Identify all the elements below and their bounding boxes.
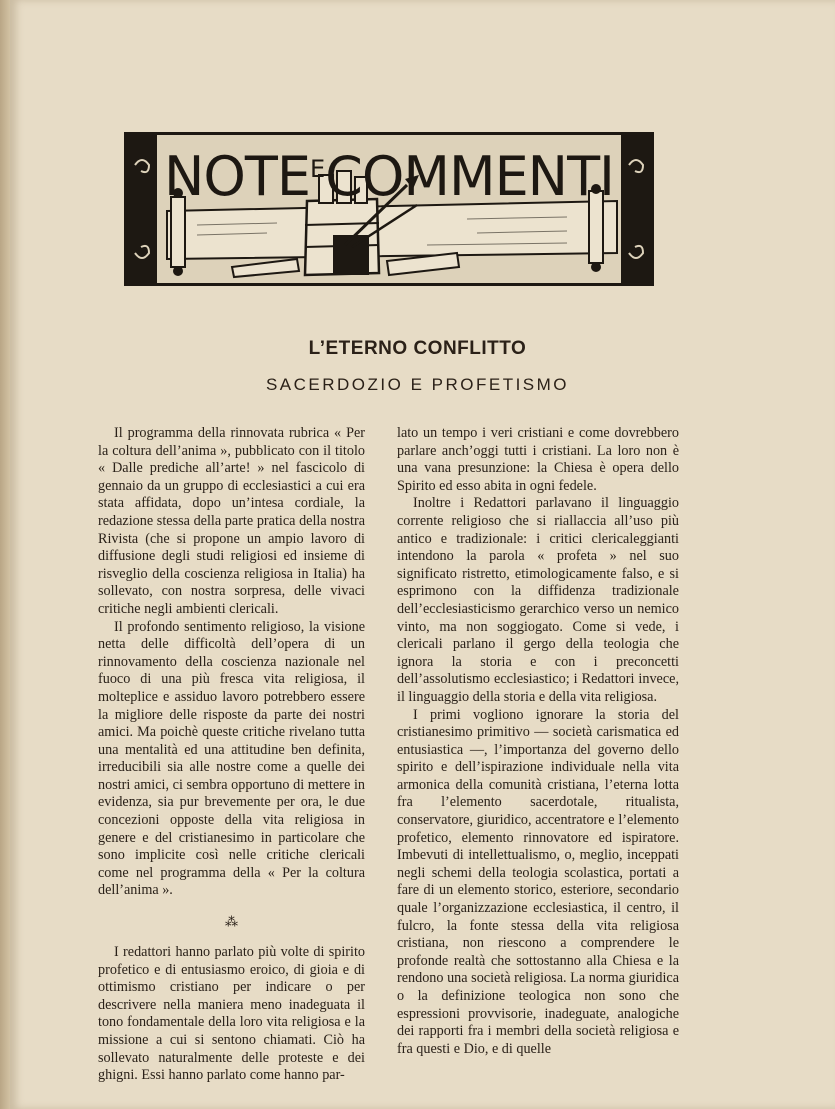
section-asterism: ⁂ [225,914,238,930]
right-paragraph-2: Inoltre i Redattori parlavano il linguaggio corrente religioso che si riallaccia all’uso più antico e tradizionale: i critici clericaleggianti intendono la parola « profeta » nel suo significato ristretto, etimologicamente falso, e si esprimono con la diffidenza tradizionale dell’ecclesiasticismo gerarchico verso un nemico vinto, ma non soggiogato. Come si vede, i clericali parlano il gergo della teologia che ignora la storia e con i preconcetti dell’assolutismo ecclesiastico; i Redattori invece, il linguaggio della storia e della vita religiosa. [397,495,679,705]
left-column [98,425,365,1085]
left-paragraph-2: Il profondo sentimento religioso, la visione netta delle difficoltà dell’opera di un rinnovamento della coscienza nazionale nel fuoco di una più fresca vita religiosa, il molteplice e assiduo lavoro potrebbero essere la migliore delle risposte da parte dei nostri amici. Ma poichè queste critiche rivelano tutta una mentalità ed una attitudine ben definita, irreducibili sia alle nostre come a quelle dei nostri amici, ci sembra opportuno di mettere in evidenza, sia pur brevemente per ora, le due concezioni opposte della vita religiosa in genere e del cristianesimo in particolare che sono implicite così nelle critiche clericali come nel programma della « Per la coltura dell’anima ». [98,618,365,899]
right-paragraph-1: lato un tempo i veri cristiani e come dovrebbero parlare anch’oggi tutti i cristiani. La loro non è una vana presunzione: la Chiesa è opera dello Spirito ed esso abita in ogni fedele. [397,425,679,494]
banner-title [163,141,615,208]
right-column [397,425,679,1058]
book-binding-edge [0,0,10,1109]
scroll-band [167,201,617,259]
left-paragraph-1: Il programma della rinnovata rubrica « Per la coltura dell’anima », pubblicato con il titolo « Dalle prediche all’arte! » nel fascicolo di gennaio da un gruppo di ecclesiastici a cui era stata affidata, dopo un’intesa cordiale, la redazione stessa della parte pratica della nostra Rivista (che si propone un ampio lavoro di diffusione degli studi religiosi ed insieme di risveglio della coscienza religiosa in Italia) ha sollevato, con nostra sorpresa, delle vivaci critiche negli ambienti clericali. [98,425,365,617]
banner-left-panel [127,135,157,283]
left-paragraph-3: I redattori hanno parlato più volte di spirito profetico e di entusiasmo eroico, di gioia e di ottimismo cristiano per indicare o per descrivere nella maniera meno inadeguata il tono fondamentale della loro vita religiosa e la missione a cui si sentono chiamati. Ciò ha sollevato naturalmente delle proteste e dei ghigni. Essi hanno parlato come hanno par- [98,944,365,1084]
right-paragraph-3: I primi vogliono ignorare la storia del cristianesimo primitivo — società carismatica ed entusiastica —, l’importanza del governo dello spirito e dell’ispirazione individuale nella vita armonica della comunità cristiana, l’eterna lotta fra l’elemento sacerdotale, ritualista, conservatore, giuridico, accentratore e l’elemento profetico, elemento rinnovatore ed ispiratore. Imbevuti di intellettualismo, o, meglio, inceppati negli schemi della teologia scolastica, portati a fare di un elemento storico, esteriore, secondario quale l’organizzazione ecclesiastica, il centro, il fulcro, la fonte stessa della vita religiosa cristiana, non riescono a comprendere le profonde realtà che sottostanno alla Chiesa e la rendono una società religiosa. La norma giuridica o la definizione teologica non sono che espressioni provvisorie, inadeguate, analogiche dei rapporti fra i membri della società religiosa e fra questi e Dio, e di quelle [397,706,679,1057]
banner-title-joiner: E [310,155,326,183]
header-banner [124,132,654,286]
banner-title-note: NOTE [163,145,310,208]
article-subtitle: SACERDOZIO E PROFETISMO [265,375,570,394]
article-title: L’ETERNO CONFLITTO [308,338,527,359]
banner-title-commenti: COMMENTI [325,145,614,208]
banner-right-panel [621,135,651,283]
